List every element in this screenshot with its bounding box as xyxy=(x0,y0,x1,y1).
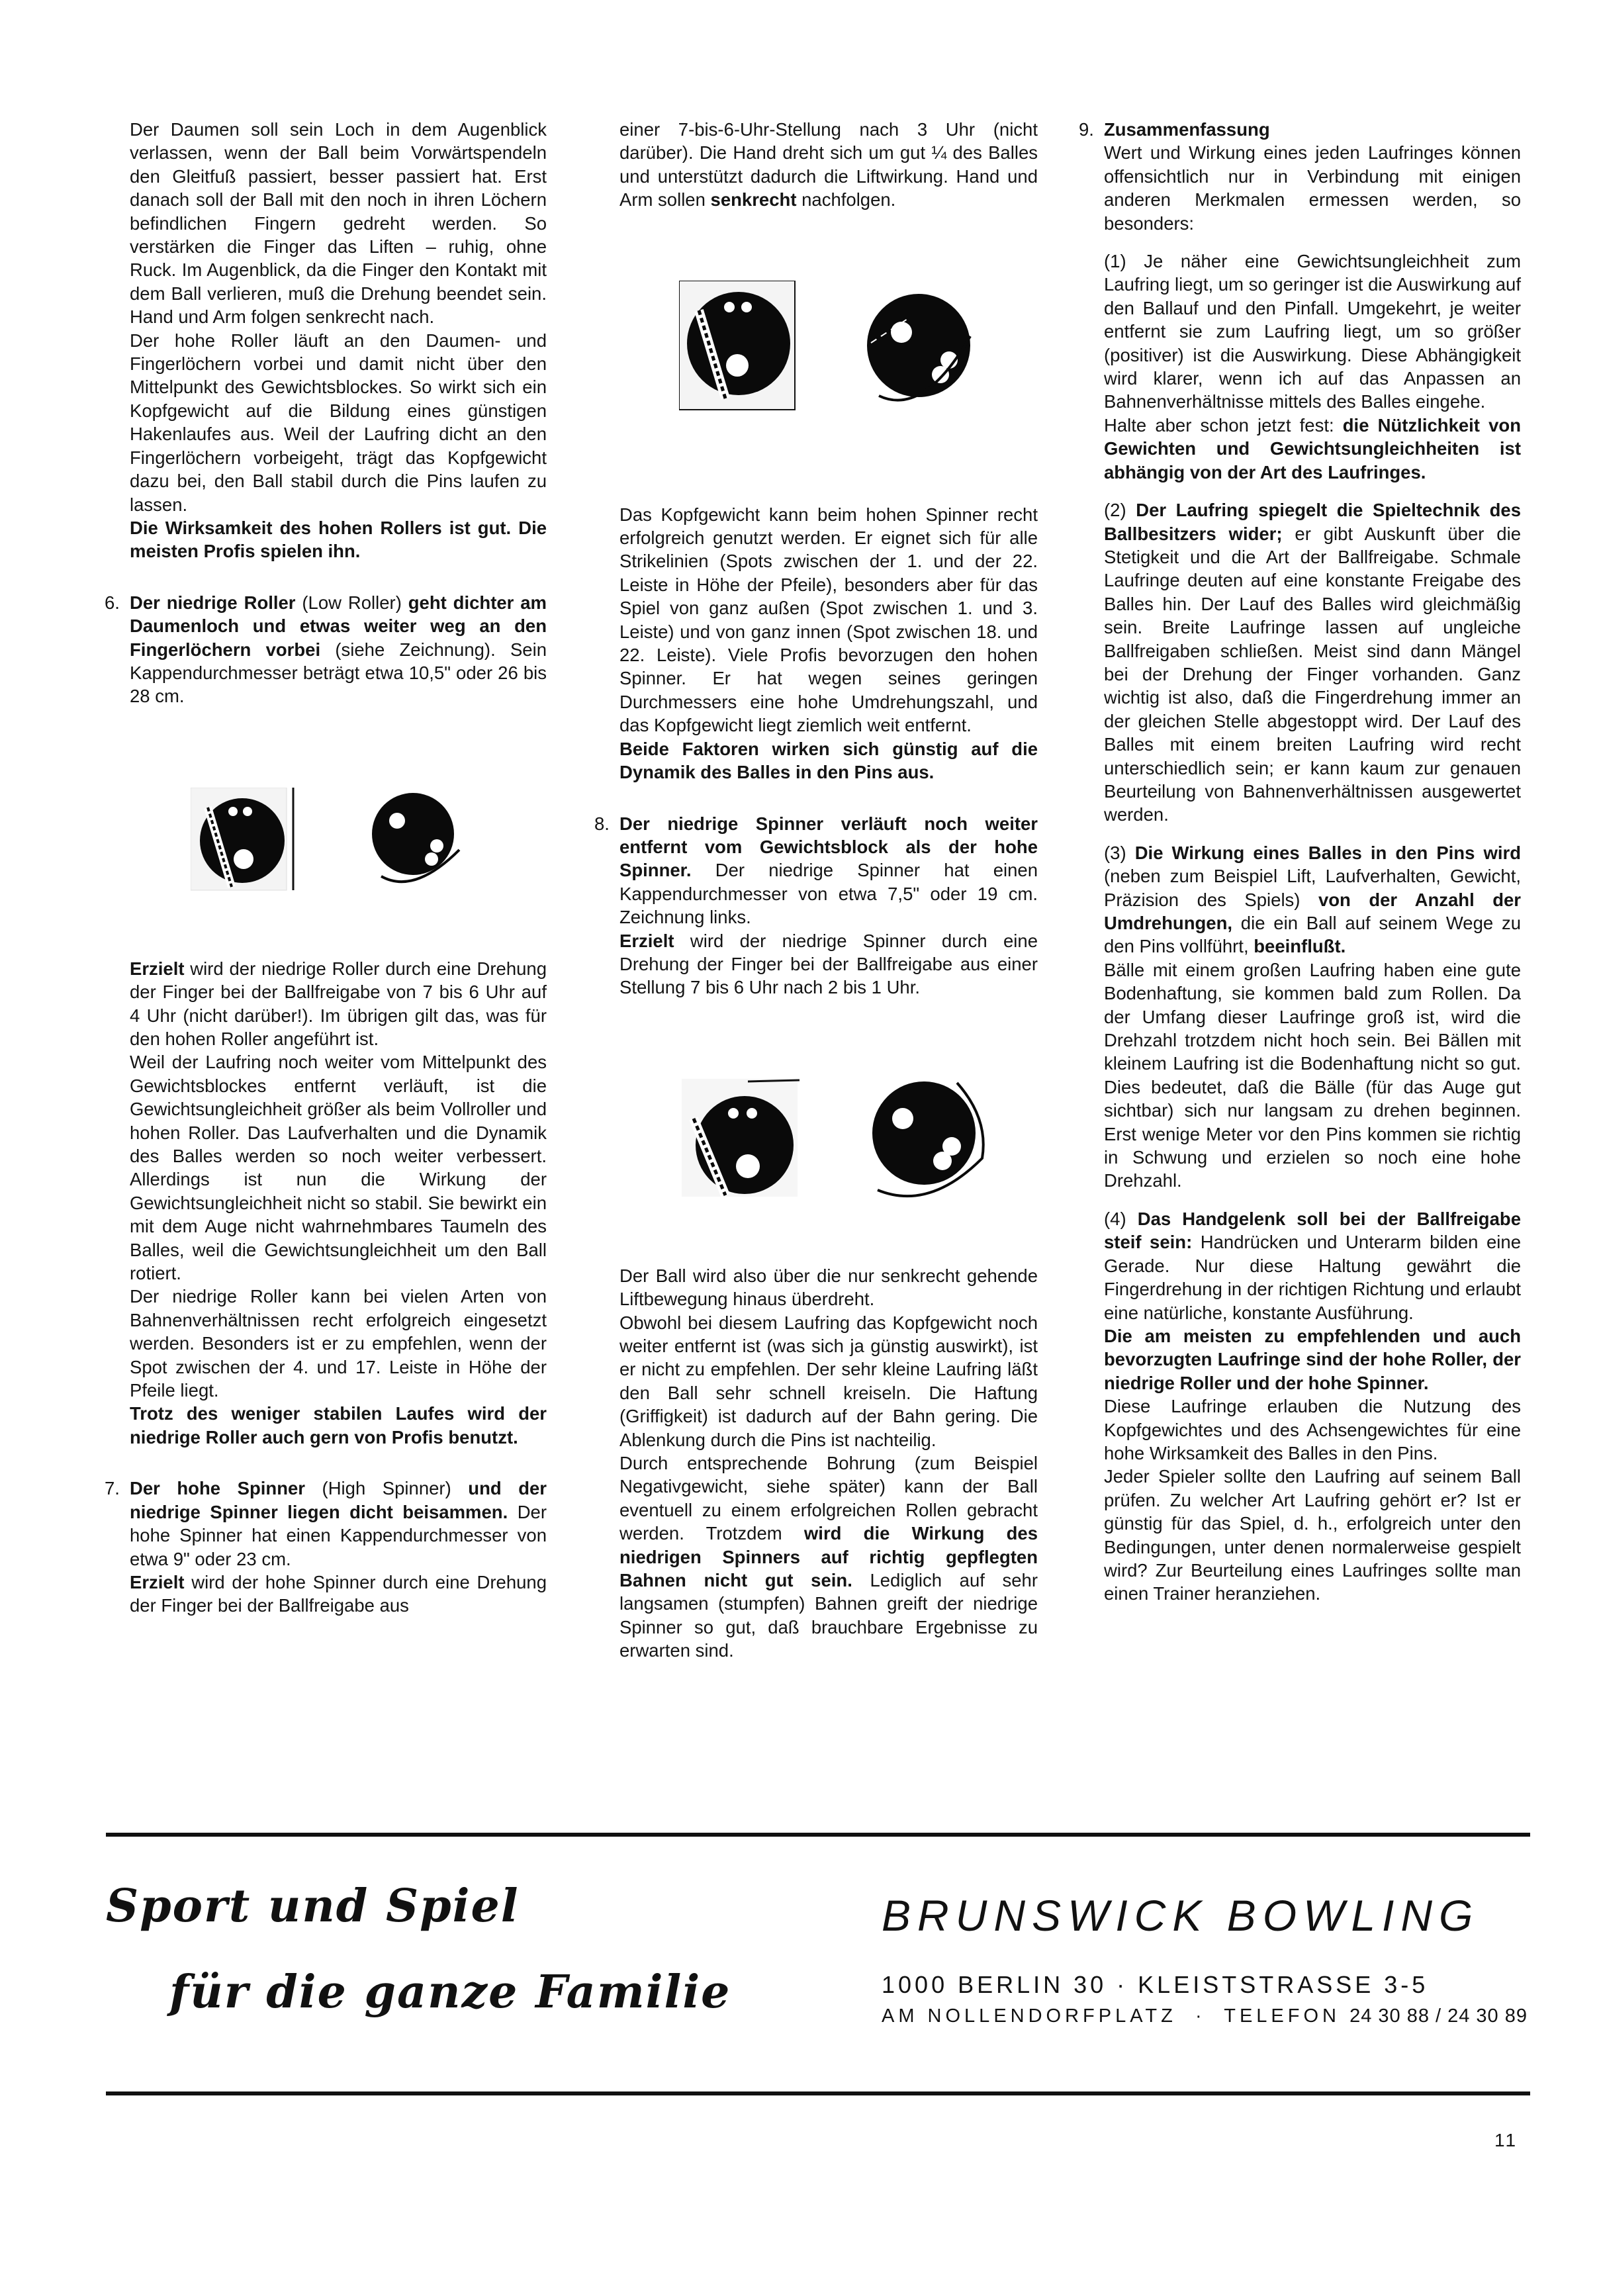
figure-high-spinner xyxy=(619,212,1038,503)
bold-text: beeinflußt. xyxy=(1254,936,1346,957)
bold-text: Das Handgelenk soll bei der Ballfreigabe steif sein: xyxy=(1104,1208,1521,1253)
paragraph xyxy=(130,957,547,1051)
bold-text: Erzielt xyxy=(619,930,674,951)
text: nachfolgen. xyxy=(796,189,896,210)
text: Der hohe Spinner hat einen Kappendurchmesser von etwa 9" oder 23 cm. xyxy=(130,1501,547,1569)
paragraph xyxy=(619,118,1038,212)
bold-text: Der niedrige Spinner verläuft noch weiter entfernt vom Gewichtsblock als der hohe Spinner. xyxy=(619,813,1038,881)
point-3 xyxy=(1104,841,1521,958)
paragraph-bold xyxy=(130,516,547,563)
text: wird der niedrige Roller durch eine Drehung der Finger bei der Ballfreigabe von 7 bis 6 Uhr auf 4 Uhr (nicht darüber!). Im übrigen gilt das, was für den hohen Roller angeführt ist. xyxy=(130,958,547,1049)
paragraph-bold xyxy=(1104,1324,1521,1395)
text: Durch entsprechende Bohrung (zum Beispiel Negativgewicht, siehe später) kann der Ball eventuell zu einem erfolgreichen Rollen gebracht werden. Trotzdem xyxy=(619,1453,1038,1544)
bold-text: und der niedrige Spinner liegen dicht beisammen. xyxy=(130,1478,547,1522)
paragraph: Wert und Wirkung eines jeden Laufringes können offensichtlich nur in Verbindung mit einigen anderen Merkmalen ermessen werden, so besonders: xyxy=(1104,142,1521,234)
section-6 xyxy=(105,591,547,1449)
bowling-ball-track-icon xyxy=(191,788,297,894)
paragraph xyxy=(619,1451,1038,1663)
section-9-title xyxy=(1104,118,1521,141)
section-number: 7. xyxy=(105,1478,120,1499)
bold-text: geht dichter am Daumenloch und etwas weiter weg an den Fingerlöchern vorbei xyxy=(130,592,547,660)
bold-text: Der Laufring spiegelt die Spieltechnik des Ballbesitzers wider; xyxy=(1104,500,1522,544)
bold-text: Erzielt xyxy=(130,1571,185,1592)
ad-address-place: AM NOLLENDORFPLATZ xyxy=(882,2005,1177,2027)
figure-low-roller xyxy=(130,708,547,957)
paragraph: Obwohl bei diesem Laufring das Kopfgewicht noch weiter entfernt ist (was sich ja günstig auswirkt), ist er nicht zu empfehlen. Der sehr kleine Laufring läßt den Ball sehr schnell kreiseln. Die Haftung (Griffigkeit) ist dadurch auf der Bahn gering. Die Ablenkung durch die Pins ist nachteilig. xyxy=(619,1312,1038,1450)
text: Der niedrige Spinner hat einen Kappendurchmesser von etwa 7,5" oder 19 cm. Zeichnung links. xyxy=(619,860,1038,928)
paragraph xyxy=(130,1571,547,1618)
page-number: 11 xyxy=(1494,2130,1518,2150)
bowling-ball-track-icon xyxy=(679,281,798,413)
bold-statement: Die Wirksamkeit des hohen Rollers ist gut. Die meisten Profis spielen ihn. xyxy=(130,517,547,562)
paragraph: Diese Laufringe erlauben die Nutzung des Kopfgewichtes und des Achsengewichtes für eine hohe Wirksamkeit des Balles in den Pins. xyxy=(1104,1396,1521,1463)
bold-text: die Nützlichkeit von Gewichten und Gewichtsungleichheiten ist abhängig von der Art des Laufringes. xyxy=(1104,414,1521,482)
section-6-heading xyxy=(130,591,547,708)
text: (3) xyxy=(1104,842,1135,863)
text: er gibt Auskunft über die Stetigkeit und die Art der Ballfreigabe. Schmale Laufringe deuten auf eine konstante Freigabe des Balles hin. Der Lauf des Balles wird gleichmäßig sein. Breite Laufringe lassen auf ungleiche Ballfreigaben schließen. Meist sind dann Mängel bei der Drehung der Finger vorhanden. Ganz wichtig ist also, daß die Fingerdrehung immer an der gleichen Stelle abgestoppt wird. Der Lauf des Balles mit einem breiten Laufring wird recht unterschiedlich sein; er kann kaum zur genauen Beurteilung von Bahnenverhältnissen ausgewertet werden. xyxy=(1104,523,1521,825)
text: (4) xyxy=(1104,1208,1138,1229)
section-9 xyxy=(1079,118,1522,1606)
text: (2) xyxy=(1104,500,1136,521)
text: einer 7-bis-6-Uhr-Stellung nach 3 Uhr (nicht darüber). Die Hand dreht sich um gut ¼ des Balles und unterstützt dadurch die Liftwirkung. Hand und Arm sollen xyxy=(619,119,1038,210)
text: (High Spinner) xyxy=(305,1478,469,1499)
section-7 xyxy=(105,1477,547,1617)
section-7-heading xyxy=(130,1477,547,1571)
paragraph: Der Daumen soll sein Loch in dem Augenblick verlassen, wenn der Ball beim Vorwärtspendeln den Gleitfuß passiert, besser passiert hat. Erst danach soll der Ball mit den noch in ihren Löchern befindlichen Fingern gedreht werden. So verstärken die Finger das Liften – ruhig, ohne Ruck. Im Augenblick, da die Finger den Kontakt mit dem Ball verlieren, muß die Drehung beendet sein. Hand und Arm folgen senkrecht nach. xyxy=(130,119,547,328)
point-1: (1) Je näher eine Gewichtsungleichheit zum Laufring liegt, um so geringer ist die Auswirkung auf den Ballauf und den Pinfall. Umgekehrt, je weiter entfernt sie zum Laufring liegt, um so größer (positiver) ist die Auswirkung. Diese Abhängigkeit wird klarer, wenn ich auf das Anpassen an Bahnenverhältnisse mittels des Balles eingehe. xyxy=(1104,251,1521,412)
bold-statement: Die am meisten zu empfehlenden und auch bevorzugten Laufringe sind der hohe Roller, der niedrige Roller und der hohe Spinner. xyxy=(1104,1325,1521,1393)
bowling-ball-rotation-icon xyxy=(870,1079,989,1205)
text: die ein Ball auf seinem Wege zu den Pins vollführt, xyxy=(1104,913,1521,957)
section-title: Zusammenfassung xyxy=(1104,119,1270,140)
bold-text: Der hohe Spinner xyxy=(130,1478,305,1499)
text: Handrücken und Unterarm bilden eine Gerade. Nur diese Haltung gewährt die Fingerdrehung in der richtigen Richtung und erlaubt eine natürliche, konstante Ausführung. xyxy=(1104,1232,1521,1323)
ad-brand-name: BRUNSWICK BOWLING xyxy=(882,1891,1480,1940)
point-2 xyxy=(1104,498,1521,827)
bold-text: senkrecht xyxy=(710,189,797,210)
text: (neben zum Beispiel Lift, Laufverhalten, Gewicht, Präzision des Spiels) xyxy=(1104,866,1521,910)
paragraph: Jeder Spieler sollte den Laufring auf seinem Ball prüfen. Zu welcher Art Laufring gehört er? Ist er günstig für das Spiel, d. h., erfolgreich unter den Bedingungen, unter denen normalerweise gespielt wird? Zur Beurteilung eines Laufringes sollte man einen Trainer heranziehen. xyxy=(1104,1466,1521,1604)
bowling-ball-track-icon xyxy=(682,1072,801,1198)
separator: · xyxy=(1195,2005,1206,2027)
section-8 xyxy=(594,812,1038,1663)
text: wird der hohe Spinner durch eine Drehung der Finger bei der Ballfreigabe aus xyxy=(130,1571,547,1616)
paragraph: Der Ball wird also über die nur senkrecht gehende Liftbewegung hinaus überdreht. xyxy=(619,1265,1038,1310)
bowling-ball-rotation-icon xyxy=(368,789,467,888)
paragraph: Der niedrige Roller kann bei vielen Arten von Bahnenverhältnissen recht erfolgreich eingesetzt werden. Besonders ist er zu empfehlen, wenn der Spot zwischen der 4. und 17. Leiste in Höhe der Pfeile liegt. xyxy=(130,1286,547,1401)
paragraph-bold xyxy=(619,737,1038,784)
section-number: 6. xyxy=(105,592,120,613)
bold-text: Die Wirkung eines Balles in den Pins wird xyxy=(1134,842,1521,863)
paragraph xyxy=(619,929,1038,999)
paragraph: Das Kopfgewicht kann beim hohen Spinner recht erfolgreich genutzt werden. Er eignet sich für alle Strikelinien (Spots zwischen der 1. und der 22. Leiste in Höhe der Pfeile), besonders aber für das Spiel von ganz außen (Spot zwischen 1. und 3. Leiste) und von ganz innen (Spot zwischen 18. und 22. Leiste). Viele Profis bevorzugen den hohen Spinner. Er hat wegen seines geringen Durchmessers eine hohe Umdrehungszahl, und das Kopfgewicht liegt ziemlich weit entfernt. xyxy=(619,504,1038,736)
ad-address-line-2 xyxy=(882,2005,1528,2027)
ad-telephone-label: TELEFON xyxy=(1224,2005,1340,2027)
column-3 xyxy=(1079,118,1522,1606)
ad-slogan-line-2: für die ganze Familie xyxy=(169,1966,731,2019)
text: (siehe Zeichnung). Sein Kappendurchmesser beträgt etwa 10,5" oder 26 bis 28 cm. xyxy=(130,639,547,707)
paragraph: Der hohe Roller läuft an den Daumen- und Fingerlöchern vorbei und damit nicht über den Mittelpunkt des Gewichtsblockes. So wirkt sich ein Kopfgewicht auf die Bildung eines günstigen Hakenlaufes aus. Weil der Laufring dicht an den Fingerlöchern vorbeigeht, trägt das Kopfgewicht dazu bei, den Ball stabil durch die Pins laufen zu lassen. xyxy=(130,330,547,515)
ad-slogan-line-1: Sport und Spiel xyxy=(106,1880,520,1933)
paragraph xyxy=(1104,414,1521,484)
text: wird der niedrige Spinner durch eine Drehung der Finger bei der Ballfreigabe aus einer Stellung 7 bis 6 Uhr nach 2 bis 1 Uhr. xyxy=(619,930,1038,998)
section-number: 8. xyxy=(594,813,610,834)
bold-text: Erzielt xyxy=(130,958,185,979)
point-4 xyxy=(1104,1207,1521,1324)
figure-low-spinner xyxy=(619,999,1038,1264)
bold-statement: Beide Faktoren wirken sich günstig auf die Dynamik des Balles in den Pins aus. xyxy=(619,738,1038,783)
bold-text: wird die Wirkung des niedrigen Spinners auf richtig gepflegten Bahnen nicht gut sein. xyxy=(619,1523,1038,1591)
bold-text: von der Anzahl der Umdrehungen, xyxy=(1104,889,1521,933)
bold-statement: Trotz des weniger stabilen Laufes wird der niedrige Roller auch gern von Profis benutzt. xyxy=(130,1403,547,1447)
column-2 xyxy=(594,118,1038,1663)
text: Halte aber schon jetzt fest: xyxy=(1104,414,1343,436)
text: (Low Roller) xyxy=(295,592,408,613)
ad-top-rule xyxy=(106,1833,1530,1837)
bowling-ball-rotation-icon xyxy=(864,291,983,410)
ad-bottom-rule xyxy=(106,2091,1530,2095)
text: Lediglich auf sehr langsamen (stumpfen) Bahnen greift der niedrige Spinner so gut, daß brauchbare Ergebnisse zu erwarten sind. xyxy=(619,1570,1038,1661)
bold-text: Der niedrige Roller xyxy=(130,592,296,613)
section-8-heading xyxy=(619,812,1038,929)
paragraph: Bälle mit einem großen Laufring haben eine gute Bodenhaftung, sie kommen bald zum Rollen. Da der Umfang dieser Laufringe groß ist, wird die Drehzahl trotzdem nicht hoch sein. Bei Bällen mit kleinem Laufring ist die Bodenhaftung nicht so gut. Dies bedeutet, daß die Bälle (für das Auge gut sichtbar) sich nur langsam zu drehen beginnen. Erst wenige Meter vor den Pins kommen sie richtig in Schwung und erzielen so noch eine hohe Drehzahl. xyxy=(1104,959,1521,1191)
paragraph-bold xyxy=(130,1402,547,1449)
column-1 xyxy=(105,118,547,1618)
paragraph: Weil der Laufring noch weiter vom Mittelpunkt des Gewichtsblockes entfernt verläuft, ist die Gewichtsungleichheit größer als beim Vollroller und hohen Roller. Das Laufverhalten und die Dynamik des Balles werden so noch weiter verbessert. Allerdings ist nun die Wirkung der Gewichtsungleichheit nicht so stabil. Sie bewirkt ein mit dem Auge nicht wahrnehmbares Taumeln des Balles, weil die Gewichtsungleichheit um den Ball rotiert. xyxy=(130,1052,547,1284)
section-number: 9. xyxy=(1079,119,1094,140)
ad-telephone-number: 24 30 88 / 24 30 89 xyxy=(1349,2005,1528,2027)
ad-address-line-1: 1000 BERLIN 30 · KLEISTSTRASSE 3-5 xyxy=(882,1971,1429,1998)
